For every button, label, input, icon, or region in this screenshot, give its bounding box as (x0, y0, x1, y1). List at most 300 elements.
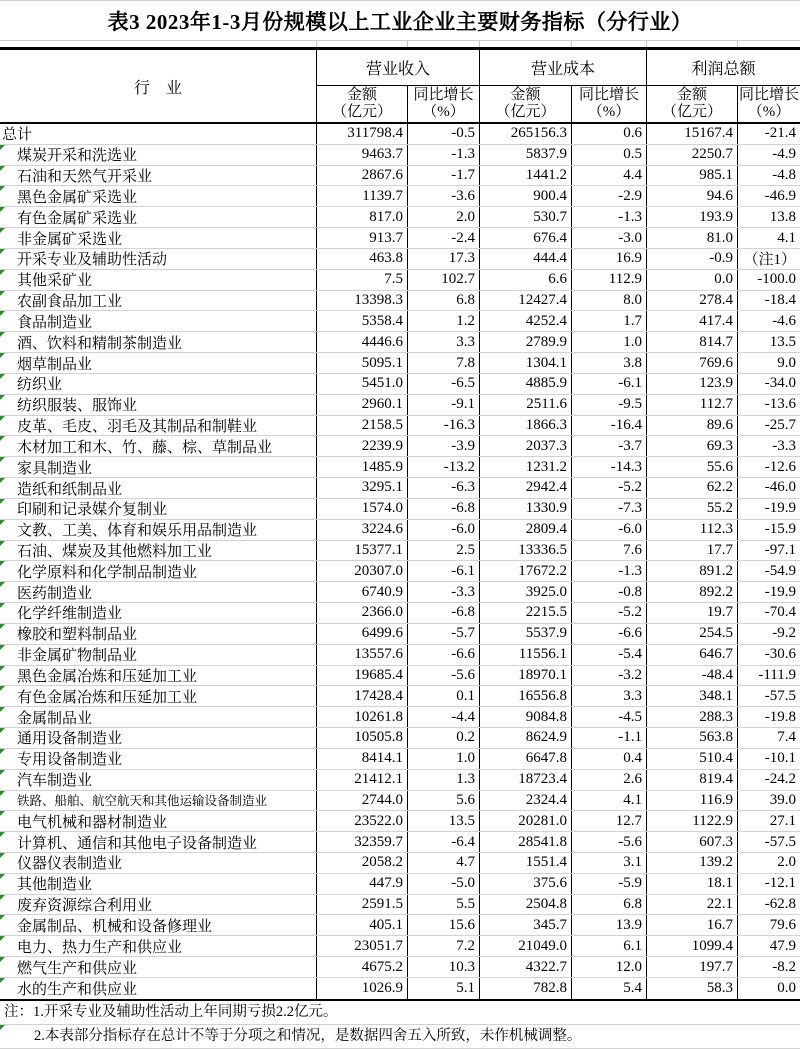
value-cell: -6.5 (408, 374, 480, 394)
value-cell: -13.2 (408, 457, 480, 477)
industry-name-cell: 电力、热力生产和供应业 (0, 936, 317, 956)
value-cell: 463.8 (317, 249, 408, 269)
value-cell: 530.7 (480, 207, 572, 227)
value-cell: 15377.1 (317, 541, 408, 561)
value-cell: -3.3 (772, 437, 796, 454)
value-cell: -5.6 (572, 832, 647, 852)
value-cell: 15.6 (408, 915, 480, 935)
table-row (0, 166, 800, 187)
value-cell: 81.0 (647, 228, 738, 248)
value-cell: 55.2 (647, 499, 738, 519)
value-cell: -6.1 (408, 561, 480, 581)
value-cell: 12.7 (572, 811, 647, 831)
industry-name-cell: 印刷和记录媒介复制业 (0, 499, 317, 519)
value-cell: 5.6 (408, 791, 480, 811)
value-cell: -16.4 (572, 416, 647, 436)
value-cell: 11556.1 (480, 645, 572, 665)
sub-header-amount (480, 86, 572, 122)
industry-name-cell: 通用设备制造业 (0, 728, 317, 748)
value-cell: 2037.3 (480, 436, 572, 456)
value-cell: 197.7 (647, 957, 738, 977)
table-row (0, 311, 800, 332)
value-cell: 7.6 (572, 541, 647, 561)
value-cell: 1231.2 (480, 457, 572, 477)
value-cell: 510.4 (647, 749, 738, 769)
value-cell: -18.4 (764, 292, 796, 309)
value-cell: 12.0 (572, 957, 647, 977)
table-row (0, 353, 800, 374)
value-cell: -10.1 (764, 750, 796, 767)
value-cell: 646.7 (647, 645, 738, 665)
value-cell: -6.4 (408, 832, 480, 852)
value-cell: 7.2 (408, 936, 480, 956)
sub-header-growth-unit: （%） (587, 104, 631, 120)
table-row (0, 416, 800, 437)
industry-name-cell: 橡胶和塑料制品业 (0, 624, 317, 644)
table-row (0, 707, 800, 728)
value-cell: -1.3 (408, 145, 480, 165)
industry-name-cell: 石油、煤炭及其他燃料加工业 (0, 541, 317, 561)
sub-header-growth (408, 86, 480, 122)
industry-name-cell: 其他采矿业 (0, 270, 317, 290)
table-row (0, 936, 800, 957)
value-cell: 892.2 (647, 582, 738, 602)
value-cell: -6.1 (572, 374, 647, 394)
table-row (0, 520, 800, 541)
value-cell: 265156.3 (480, 124, 572, 144)
sub-header-amount (317, 86, 408, 122)
value-cell: -24.2 (764, 771, 796, 788)
value-cell: 69.3 (647, 436, 738, 456)
value-cell: -0.8 (572, 582, 647, 602)
grid-tick (480, 41, 572, 47)
value-cell: 891.2 (647, 561, 738, 581)
value-cell: -4.8 (772, 167, 796, 184)
value-cell: 5358.4 (317, 311, 408, 331)
value-cell: 10.3 (408, 957, 480, 977)
value-cell: 20281.0 (480, 811, 572, 831)
industry-name-cell: 开采专业及辅助性活动 (0, 249, 317, 269)
value-cell: 2809.4 (480, 520, 572, 540)
value-cell: 8414.1 (317, 749, 408, 769)
value-cell: 1.3 (408, 770, 480, 790)
value-cell: -25.7 (764, 417, 796, 433)
value-cell: 3.3 (572, 686, 647, 706)
industry-name-cell: 汽车制造业 (0, 770, 317, 790)
value-cell: 2960.1 (317, 395, 408, 415)
industry-name-cell: 铁路、船舶、航空航天和其他运输设备制造业 (0, 791, 317, 811)
value-cell: 16556.8 (480, 686, 572, 706)
value-cell: -5.0 (408, 874, 480, 894)
industry-name-cell: 皮革、毛皮、羽毛及其制品和制鞋业 (0, 416, 317, 436)
table-row (0, 395, 800, 416)
table-row (0, 791, 800, 812)
table-body (0, 124, 800, 1001)
value-cell: 0.4 (572, 749, 647, 769)
value-cell: -57.5 (764, 687, 796, 704)
industry-name-cell: 酒、饮料和精制茶制造业 (0, 332, 317, 352)
value-cell: 2239.9 (317, 436, 408, 456)
value-cell: 123.9 (647, 374, 738, 394)
table-row (0, 811, 800, 832)
value-cell: 55.6 (647, 457, 738, 477)
table-row (0, 957, 800, 978)
value-cell: 0.2 (408, 728, 480, 748)
industry-name-cell: 有色金属矿采选业 (0, 207, 317, 227)
value-cell: 4675.2 (317, 957, 408, 977)
sub-header-growth-label: 同比增长 (578, 87, 639, 103)
value-cell: -4.6 (772, 312, 796, 329)
value-cell: 20307.0 (317, 561, 408, 581)
value-cell: -12.1 (764, 875, 796, 892)
table-row (0, 915, 800, 936)
industry-name-cell: 烟草制品业 (0, 353, 317, 373)
value-cell: -1.1 (572, 728, 647, 748)
value-cell: 2.5 (408, 541, 480, 561)
value-cell: 10261.8 (317, 707, 408, 727)
value-cell: 2.0 (777, 854, 796, 871)
value-cell: 769.6 (647, 353, 738, 373)
value-cell: 1574.0 (317, 499, 408, 519)
value-cell: 254.5 (647, 624, 738, 644)
value-cell: -9.5 (572, 395, 647, 415)
value-cell: 116.9 (647, 791, 738, 811)
value-cell: 13.8 (769, 208, 796, 225)
value-cell: 676.4 (480, 228, 572, 248)
value-cell: 900.4 (480, 186, 572, 206)
value-cell: 4.1 (572, 791, 647, 811)
value-cell: 1304.1 (480, 353, 572, 373)
value-cell: -111.9 (758, 666, 796, 683)
industry-name-cell: 燃气生产和供应业 (0, 957, 317, 977)
table-row (0, 874, 800, 895)
header-sub-row (317, 86, 800, 122)
table-row (0, 332, 800, 353)
table-row (0, 145, 800, 166)
value-cell: 2366.0 (317, 603, 408, 623)
value-cell: 1.0 (572, 332, 647, 352)
value-cell: 112.9 (572, 270, 647, 290)
industry-name-cell: 纺织业 (0, 374, 317, 394)
sub-header-growth (572, 86, 647, 122)
sub-header-amount-label: 金额 (346, 87, 377, 103)
value-cell: -3.0 (572, 228, 647, 248)
sub-header-growth (738, 86, 800, 122)
value-cell: -54.9 (764, 562, 796, 579)
value-cell: 47.9 (769, 937, 796, 954)
grid-gap-strip (0, 41, 800, 47)
value-cell: -6.0 (408, 520, 480, 540)
value-cell: 0.0 (777, 979, 796, 996)
table-header (0, 47, 800, 124)
industry-name-cell: 专用设备制造业 (0, 749, 317, 769)
value-cell: -2.9 (572, 186, 647, 206)
value-cell: -6.3 (408, 478, 480, 498)
value-cell: -16.3 (408, 416, 480, 436)
value-cell: 5537.9 (480, 624, 572, 644)
value-cell: -6.0 (572, 520, 647, 540)
value-cell: 5.1 (408, 978, 480, 999)
value-cell: -0.5 (408, 124, 480, 144)
value-cell: 4.7 (408, 853, 480, 873)
value-cell: 1122.9 (647, 811, 738, 831)
value-cell: 21049.0 (480, 936, 572, 956)
table-row (0, 686, 800, 707)
value-cell: 1026.9 (317, 978, 408, 999)
value-cell: 348.1 (647, 686, 738, 706)
value-cell: 28541.8 (480, 832, 572, 852)
industry-name-cell: 废弃资源综合利用业 (0, 895, 317, 915)
value-cell: 2324.4 (480, 791, 572, 811)
industry-name-cell: 造纸和纸制品业 (0, 478, 317, 498)
value-cell: -97.1 (764, 541, 796, 558)
grid-tick (408, 41, 480, 47)
value-cell: 23522.0 (317, 811, 408, 831)
sub-header-amount (647, 86, 738, 122)
table-row (0, 270, 800, 291)
value-cell: 0.1 (408, 686, 480, 706)
value-cell: 58.3 (647, 978, 738, 999)
table-row (0, 582, 800, 603)
sub-header-amount-label: 金额 (510, 87, 541, 103)
value-cell: 15167.4 (647, 124, 738, 144)
industry-name-cell: 总计 (0, 124, 317, 144)
value-cell: -70.4 (764, 604, 796, 621)
table-row (0, 228, 800, 249)
value-cell: -3.3 (408, 582, 480, 602)
value-cell: 94.6 (647, 186, 738, 206)
industry-name-cell: 化学纤维制造业 (0, 603, 317, 623)
table-row (0, 895, 800, 916)
value-cell: 444.4 (480, 249, 572, 269)
value-cell: 7.4 (777, 729, 796, 746)
value-cell: 1551.4 (480, 853, 572, 873)
value-cell: 1.7 (572, 311, 647, 331)
value-cell: -15.9 (764, 521, 796, 538)
value-cell: 819.4 (647, 770, 738, 790)
table-row (0, 457, 800, 478)
value-cell: 447.9 (317, 874, 408, 894)
value-cell: 2250.7 (647, 145, 738, 165)
value-cell: 7.5 (317, 270, 408, 290)
group-header-total-profit: 利润总额 (647, 50, 800, 86)
value-cell: -9.1 (408, 395, 480, 415)
value-cell: 405.1 (317, 915, 408, 935)
industry-name-cell: 金属制品、机械和设备修理业 (0, 915, 317, 935)
group-header-operating-revenue: 营业收入 (317, 50, 480, 86)
value-cell: 8.0 (572, 291, 647, 311)
value-cell: -5.2 (572, 603, 647, 623)
footnote-line: 注：1.开采专业及辅助性活动上年同期亏损2.2亿元。 (0, 1001, 800, 1025)
value-cell: 2504.8 (480, 895, 572, 915)
value-cell: 2.6 (572, 770, 647, 790)
value-cell: -5.7 (408, 624, 480, 644)
value-cell: 5.4 (572, 978, 647, 999)
value-cell: -2.4 (408, 228, 480, 248)
value-cell: 4.4 (572, 166, 647, 186)
value-cell: 4252.4 (480, 311, 572, 331)
value-cell: -9.2 (772, 625, 796, 642)
value-cell: 27.1 (769, 812, 796, 829)
value-cell: 2058.2 (317, 853, 408, 873)
value-cell: -6.8 (408, 499, 480, 519)
value-cell: 0.5 (572, 145, 647, 165)
value-cell: 19.7 (647, 603, 738, 623)
grid-tick (317, 41, 408, 47)
value-cell: 1.2 (408, 311, 480, 331)
table-row (0, 749, 800, 770)
value-cell: 13.5 (408, 811, 480, 831)
header-group-row (317, 50, 800, 86)
value-cell: 2942.4 (480, 478, 572, 498)
value-cell: 139.2 (647, 853, 738, 873)
industry-name-cell: 医药制造业 (0, 582, 317, 602)
table-row (0, 624, 800, 645)
header-right-block (317, 50, 800, 122)
value-cell: -8.2 (772, 958, 796, 975)
value-cell: 18970.1 (480, 666, 572, 686)
value-cell: 39.0 (769, 791, 796, 808)
value-cell: 288.3 (647, 707, 738, 727)
table-row (0, 291, 800, 312)
sub-header-amount-unit: （亿元） (495, 104, 556, 120)
value-cell: 21412.1 (317, 770, 408, 790)
value-cell: （注1） (743, 252, 796, 269)
table-row (0, 603, 800, 624)
value-cell: 13557.6 (317, 645, 408, 665)
value-cell: 3224.6 (317, 520, 408, 540)
value-cell: 9084.8 (480, 707, 572, 727)
value-cell: 8624.9 (480, 728, 572, 748)
value-cell: -3.6 (408, 186, 480, 206)
value-cell: 4.1 (777, 229, 796, 246)
value-cell: 89.6 (647, 416, 738, 436)
value-cell: -3.2 (572, 666, 647, 686)
value-cell: -5.2 (572, 478, 647, 498)
value-cell: 12427.4 (480, 291, 572, 311)
value-cell: 1441.2 (480, 166, 572, 186)
value-cell: 16.7 (647, 915, 738, 935)
value-cell: 112.3 (647, 520, 738, 540)
value-cell: 311798.4 (317, 124, 408, 144)
table-row (0, 541, 800, 562)
value-cell: -14.3 (572, 457, 647, 477)
value-cell: 17672.2 (480, 561, 572, 581)
grid-tick (647, 41, 738, 47)
value-cell: 1139.7 (317, 186, 408, 206)
value-cell: -19.9 (764, 500, 796, 517)
value-cell: -5.4 (572, 645, 647, 665)
footnote-line: 2.本表部分指标存在总计不等于分项之和情况，是数据四舍五入所致，未作机械调整。 (0, 1025, 800, 1049)
value-cell: 3.8 (572, 353, 647, 373)
value-cell: -5.9 (572, 874, 647, 894)
table-row (0, 645, 800, 666)
value-cell: 2744.0 (317, 791, 408, 811)
industry-name-cell: 木材加工和木、竹、藤、棕、草制品业 (0, 436, 317, 456)
value-cell: -1.3 (572, 207, 647, 227)
value-cell: 23051.7 (317, 936, 408, 956)
sub-header-amount-unit: （亿元） (661, 104, 722, 120)
value-cell: 6.1 (572, 936, 647, 956)
value-cell: -3.9 (408, 436, 480, 456)
value-cell: 1099.4 (647, 936, 738, 956)
industry-name-cell: 石油和天然气开采业 (0, 166, 317, 186)
value-cell: 10505.8 (317, 728, 408, 748)
industry-name-cell: 煤炭开采和洗选业 (0, 145, 317, 165)
industry-name-cell: 其他制造业 (0, 874, 317, 894)
value-cell: -46.0 (764, 479, 796, 496)
value-cell: 1330.9 (480, 499, 572, 519)
grid-tick (572, 41, 647, 47)
table-row (0, 499, 800, 520)
value-cell: -100.0 (757, 271, 796, 288)
value-cell: -5.6 (408, 666, 480, 686)
value-cell: 17428.4 (317, 686, 408, 706)
value-cell: 1866.3 (480, 416, 572, 436)
value-cell: -1.7 (408, 166, 480, 186)
value-cell: 13398.3 (317, 291, 408, 311)
value-cell: 1485.9 (317, 457, 408, 477)
value-cell: 4322.7 (480, 957, 572, 977)
value-cell: -48.4 (647, 666, 738, 686)
value-cell: -3.7 (572, 436, 647, 456)
value-cell: 6647.8 (480, 749, 572, 769)
value-cell: 985.1 (647, 166, 738, 186)
value-cell: 563.8 (647, 728, 738, 748)
industry-name-cell: 化学原料和化学制品制造业 (0, 561, 317, 581)
value-cell: -4.5 (572, 707, 647, 727)
value-cell: 3295.1 (317, 478, 408, 498)
value-cell: 782.8 (480, 978, 572, 999)
value-cell: 16.9 (572, 249, 647, 269)
value-cell: 814.7 (647, 332, 738, 352)
value-cell: 32359.7 (317, 832, 408, 852)
industry-name-cell: 计算机、通信和其他电子设备制造业 (0, 832, 317, 852)
value-cell: 278.4 (647, 291, 738, 311)
value-cell: -6.8 (408, 603, 480, 623)
value-cell: 2789.9 (480, 332, 572, 352)
grid-tick (0, 41, 317, 47)
value-cell: -13.6 (764, 396, 796, 413)
value-cell: 0.0 (647, 270, 738, 290)
value-cell: 4885.9 (480, 374, 572, 394)
value-cell: 2511.6 (480, 395, 572, 415)
table-row (0, 207, 800, 228)
value-cell: 2215.5 (480, 603, 572, 623)
value-cell: 345.7 (480, 915, 572, 935)
value-cell: 5837.9 (480, 145, 572, 165)
value-cell: 607.3 (647, 832, 738, 852)
value-cell: 19685.4 (317, 666, 408, 686)
industry-name-cell: 黑色金属矿采选业 (0, 186, 317, 206)
table-row (0, 666, 800, 687)
value-cell: -1.3 (572, 561, 647, 581)
sub-header-growth-unit: （%） (747, 104, 791, 120)
sub-header-amount-label: 金额 (676, 87, 707, 103)
table-row (0, 853, 800, 874)
industry-name-cell: 文教、工美、体育和娱乐用品制造业 (0, 520, 317, 540)
industry-name-cell: 农副食品加工业 (0, 291, 317, 311)
table-row (0, 561, 800, 582)
value-cell: -34.0 (764, 375, 796, 392)
industry-name-cell: 黑色金属冶炼和压延加工业 (0, 666, 317, 686)
sub-header-growth-unit: （%） (422, 104, 465, 120)
value-cell: 2.0 (408, 207, 480, 227)
value-cell: -62.8 (764, 896, 796, 913)
value-cell: 375.6 (480, 874, 572, 894)
value-cell: -30.6 (764, 646, 796, 663)
value-cell: 13336.5 (480, 541, 572, 561)
